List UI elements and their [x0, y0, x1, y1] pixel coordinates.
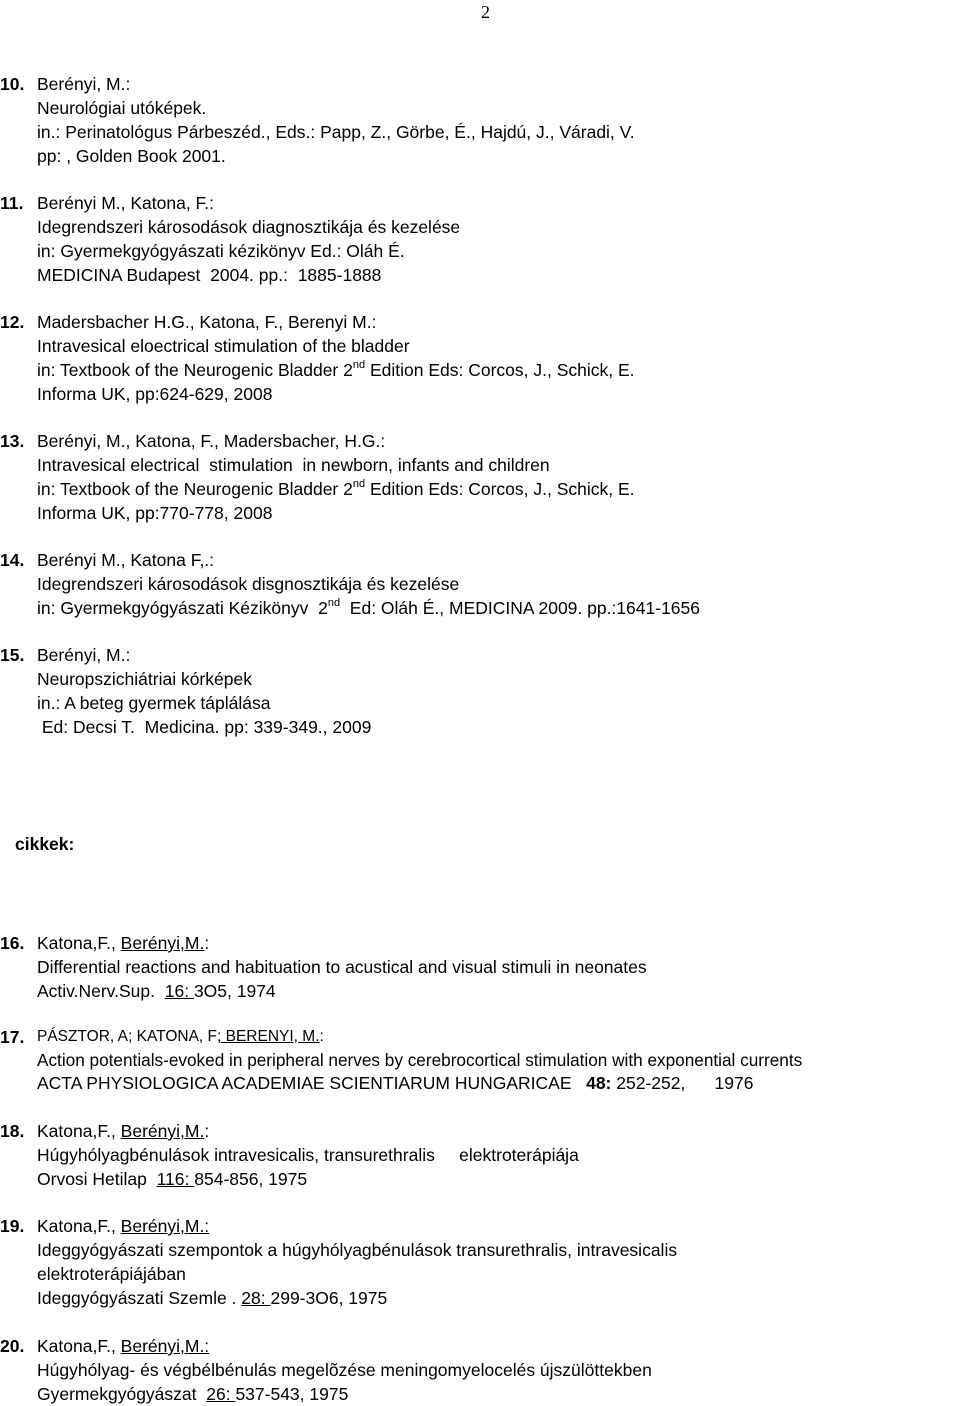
page-number: 2: [481, 2, 490, 22]
entry-author: Berényi M., Katona, F.:: [37, 193, 215, 213]
section-heading: cikkek:: [15, 834, 75, 854]
entry-author: Katona,F., Berényi,M.:: [37, 1336, 210, 1356]
entry-source: in.: Perinatológus Párbeszéd., Eds.: Papp, Z., Görbe, É., Hajdú, J., Váradi, V.: [37, 122, 635, 142]
entry-source: Activ.Nerv.Sup. 16: 3O5, 1974: [37, 981, 276, 1001]
entry-title: Intravesical electrical stimulation in newborn, infants and children: [37, 455, 550, 475]
entry-source: in: Gyermekgyógyászati Kézikönyv 2nd Ed: Oláh É., MEDICINA 2009. pp.:1641-1656: [37, 597, 701, 618]
entry-author: Berényi M., Katona F,.:: [37, 550, 215, 570]
entry-title: Ideggyógyászati szempontok a húgyhólyagbénulások transurethralis, intravesicalis: [37, 1240, 678, 1260]
entry-title-continued: elektroterápiájában: [37, 1264, 186, 1284]
entry-source: Ideggyógyászati Szemle . 28: 299-3O6, 1975: [37, 1288, 388, 1308]
entry-title: Idegrendszeri károsodások disgnosztikája és kezelése: [37, 574, 460, 594]
entry-title: Neuropszichiátriai kórképek: [37, 669, 252, 689]
entry-number: 13.: [0, 431, 25, 451]
entry-title: Differential reactions and habituation to acustical and visual stimuli in neonates: [37, 957, 647, 977]
entry-author: Madersbacher H.G., Katona, F., Berenyi M.:: [37, 312, 377, 332]
entry-source: in.: A beteg gyermek táplálása: [37, 693, 271, 713]
entry-title: Intravesical eloectrical stimulation of the bladder: [37, 336, 410, 356]
entry-number: 10.: [0, 74, 25, 94]
entry-number: 20.: [0, 1336, 25, 1356]
entry-source: in: Textbook of the Neurogenic Bladder 2nd Edition Eds: Corcos, J., Schick, E.: [37, 478, 635, 499]
entry-title: Húgyhólyag- és végbélbénulás megelõzése meningomyelocelés újszülöttekben: [37, 1360, 652, 1380]
entry-title: Action potentials-evoked in peripheral nerves by cerebrocortical stimulation with exponential currents: [37, 1050, 803, 1070]
entry-number: 16.: [0, 933, 25, 953]
entry-number: 15.: [0, 645, 25, 665]
entry-pages: Informa UK, pp:770-778, 2008: [37, 503, 273, 523]
entry-number: 17.: [0, 1027, 25, 1047]
entry-number: 11.: [0, 193, 24, 213]
entry-number: 19.: [0, 1216, 25, 1236]
entry-source: Orvosi Hetilap 116: 854-856, 1975: [37, 1169, 308, 1189]
entry-author: Berényi, M.:: [37, 645, 131, 665]
entry-source: in: Textbook of the Neurogenic Bladder 2nd Edition Eds: Corcos, J., Schick, E.: [37, 359, 635, 380]
entry-pages: MEDICINA Budapest 2004. pp.: 1885-1888: [37, 265, 382, 285]
entry-author: Katona,F., Berényi,M.:: [37, 933, 210, 953]
entry-author: PÁSZTOR, A; KATONA, F; BERENYI, M.:: [37, 1028, 324, 1045]
entry-pages: Ed: Decsi T. Medicina. pp: 339-349., 2009: [37, 717, 372, 737]
entry-title: Húgyhólyagbénulások intravesicalis, transurethralis elektroterápiája: [37, 1145, 579, 1165]
entry-source: ACTA PHYSIOLOGICA ACADEMIAE SCIENTIARUM HUNGARICAE 48: 252-252, 1976: [37, 1073, 754, 1093]
entry-author: Katona,F., Berényi,M.:: [37, 1216, 210, 1236]
entry-author: Berényi, M.:: [37, 74, 131, 94]
entry-pages: Informa UK, pp:624-629, 2008: [37, 384, 273, 404]
entry-source: in: Gyermekgyógyászati kézikönyv Ed.: Oláh É.: [37, 241, 405, 261]
entry-source: Gyermekgyógyászat 26: 537-543, 1975: [37, 1384, 349, 1404]
entry-title: Neurológiai utóképek.: [37, 98, 207, 118]
entry-number: 14.: [0, 550, 25, 570]
entry-author: Katona,F., Berényi,M.:: [37, 1121, 210, 1141]
entry-number: 12.: [0, 312, 25, 332]
entry-author: Berényi, M., Katona, F., Madersbacher, H.G.:: [37, 431, 386, 451]
entry-title: Idegrendszeri károsodások diagnosztikája és kezelése: [37, 217, 461, 237]
entry-pages: pp: , Golden Book 2001.: [37, 146, 226, 166]
entry-number: 18.: [0, 1121, 25, 1141]
